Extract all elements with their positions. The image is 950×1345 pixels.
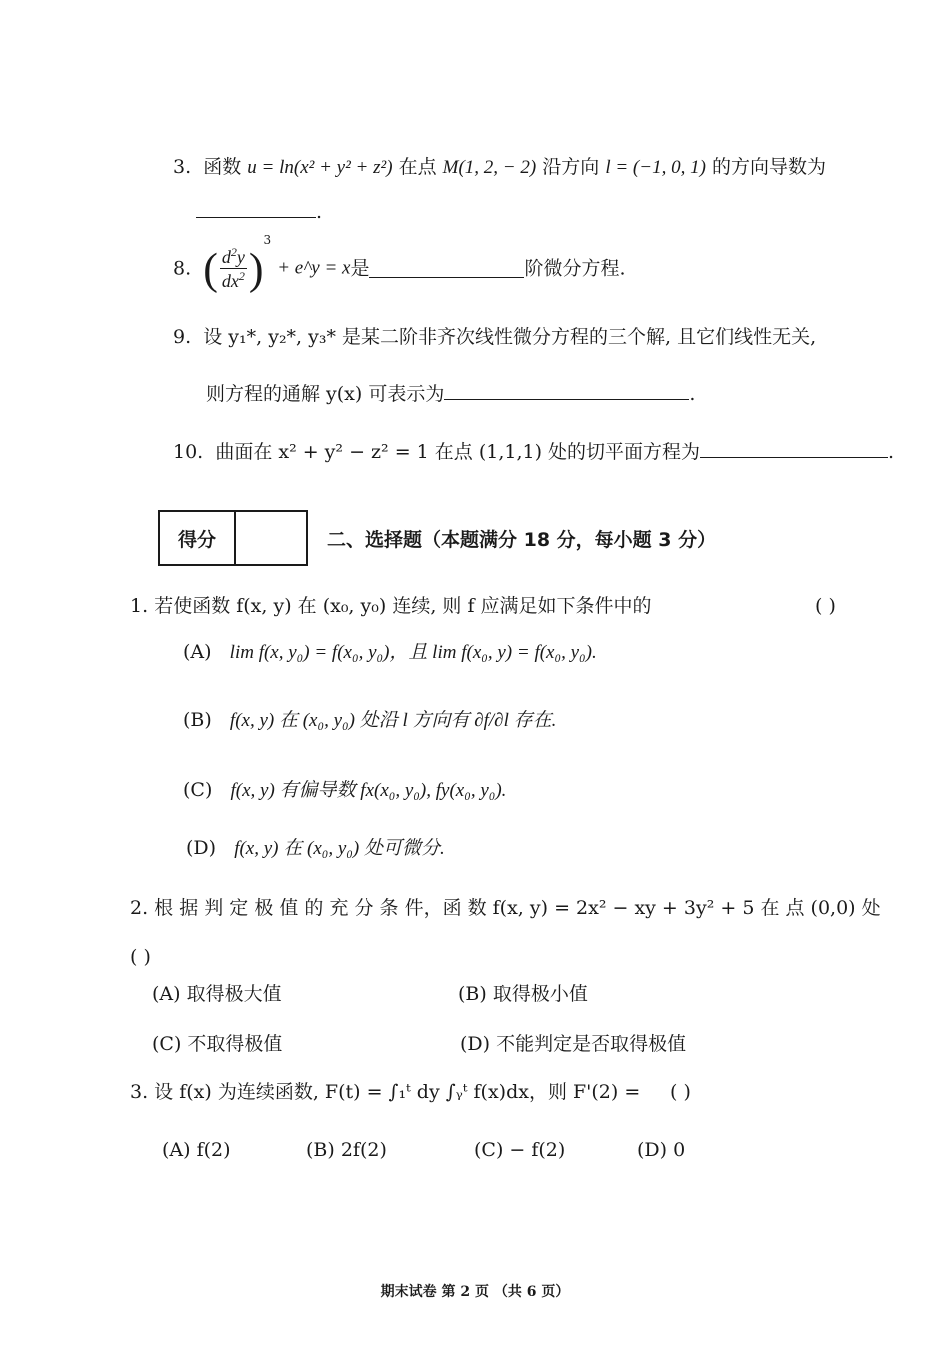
score-label: 得分: [160, 512, 236, 564]
question-text: 若使函数 f(x, y) 在 (x₀, y₀) 连续, 则 f 应满足如下条件中的: [154, 595, 652, 617]
question-text: 函数: [203, 156, 242, 178]
score-box: [158, 510, 308, 566]
math-point: M(1, 2, − 2): [442, 157, 537, 178]
question-10-line: [173, 440, 894, 465]
question-text: 在点: [398, 156, 437, 178]
option-text: f(x, y) 在 (x₀, y₀) 处沿 l 方向有 ∂f/∂l 存在.: [229, 710, 557, 731]
answer-blank[interactable]: [196, 200, 316, 218]
question-number: 3.: [173, 156, 192, 178]
q2-option-c: (C) 不取得极值: [152, 1033, 283, 1055]
mc-question-1: [130, 594, 652, 619]
q3-option-b: (B) 2f(2): [306, 1139, 387, 1161]
question-text: 3. 设 f(x) 为连续函数, F(t) = ∫₁ᵗ dy ∫ᵧᵗ f(x)dx，则 F'(2) =: [130, 1081, 641, 1103]
math-vector: l = (−1, 0, 1): [605, 157, 706, 178]
answer-blank[interactable]: [369, 260, 524, 278]
question-text: 阶微分方程.: [524, 257, 626, 280]
option-label: (B): [183, 709, 212, 731]
math-expression: u = ln(x² + y² + z²): [247, 157, 393, 178]
question-number: 8.: [173, 257, 192, 280]
period: .: [689, 383, 696, 405]
q2-option-a: (A) 取得极大值: [152, 983, 282, 1005]
period: .: [888, 441, 895, 463]
option-text: f(x, y) 有偏导数 fx(x₀, y₀), fy(x₀, y₀).: [230, 780, 507, 801]
period: .: [316, 201, 323, 223]
option-d: [186, 836, 445, 862]
option-c: [183, 778, 506, 804]
option-a: [183, 640, 597, 666]
option-label: (C): [183, 779, 213, 801]
question-9-line: [173, 325, 816, 350]
option-label: (A): [183, 641, 212, 663]
question-text: 是: [350, 257, 370, 280]
question-text: 的方向导数为: [711, 156, 826, 178]
option-text: f(x, y) 在 (x₀, y₀) 处可微分.: [234, 838, 445, 859]
answer-paren[interactable]: ( ): [670, 1081, 691, 1103]
q2-option-b: (B) 取得极小值: [458, 983, 588, 1005]
answer-paren[interactable]: ( ): [815, 595, 836, 617]
option-b: [183, 708, 556, 734]
q3-option-c: (C) − f(2): [474, 1139, 566, 1161]
option-label: (D): [186, 837, 217, 859]
question-8-line: 8. ( $\frac{d^2y}{dx^2}$ )$^3$ + e^y = x是 阶微分方程.: [173, 233, 626, 294]
right-paren: ): [248, 244, 264, 294]
question-number: 10.: [173, 441, 204, 463]
question-number: 1.: [130, 595, 149, 617]
question-text: 沿方向: [542, 156, 600, 178]
question-number: 9.: [173, 326, 192, 348]
answer-line: [196, 200, 322, 225]
question-3-line: [173, 155, 826, 181]
fraction-d2y-dx2: $\frac{d^2y}{dx^2}$: [221, 244, 245, 291]
option-text: lim f(x, y₀) = f(x₀, y₀)，且 lim f(x₀, y) = f(x₀, y₀).: [229, 642, 597, 663]
question-9-line-2: [206, 382, 695, 407]
question-text: 则方程的通解 y(x) 可表示为: [206, 383, 445, 405]
answer-blank[interactable]: [700, 440, 888, 458]
answer-paren[interactable]: ( ): [130, 946, 151, 968]
math-expression: + e^y = x: [277, 257, 351, 279]
answer-blank[interactable]: [444, 382, 689, 400]
q3-option-d: (D) 0: [637, 1139, 686, 1161]
q2-option-d: (D) 不能判定是否取得极值: [460, 1033, 687, 1055]
question-text: 设 y₁*, y₂*, y₃* 是某二阶非齐次线性微分方程的三个解, 且它们线性无关,: [203, 326, 817, 348]
left-paren: (: [203, 244, 218, 294]
question-text: 曲面在 x² + y² − z² = 1 在点 (1,1,1) 处的切平面方程为: [215, 441, 701, 463]
section-title: 二、选择题（本题满分 18 分，每小题 3 分）: [327, 529, 717, 551]
mc-question-2: 2. 根 据 判 定 极 值 的 充 分 条 件，函 数 f(x, y) = 2x² − xy + 3y² + 5 在 点 (0,0) 处: [130, 897, 881, 919]
score-value-cell[interactable]: [236, 512, 306, 564]
page-footer: 期末试卷 第 2 页 （共 6 页）: [380, 1284, 570, 1300]
q3-option-a: (A) f(2): [162, 1139, 231, 1161]
mc-question-3: [130, 1080, 640, 1105]
